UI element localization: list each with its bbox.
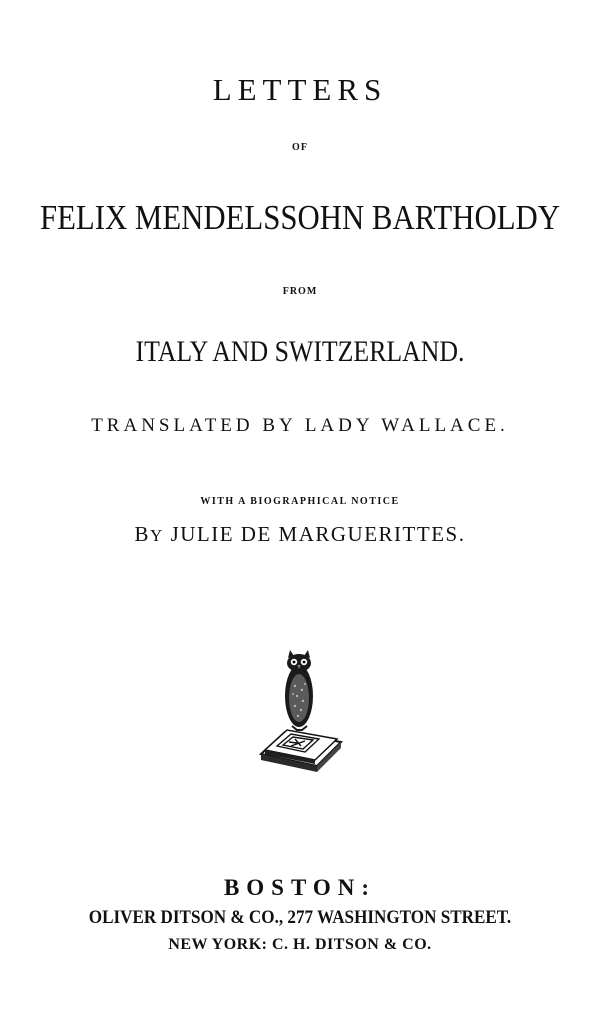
biographical-notice-label: WITH A BIOGRAPHICAL NOTICE — [200, 496, 400, 507]
by-prefix-rest: Y — [150, 526, 164, 545]
book-subtitle: ITALY AND SWITZERLAND. — [135, 335, 465, 368]
imprint-publisher: OLIVER DITSON & CO., 277 WASHINGTON STREET. — [88, 907, 512, 928]
owl-on-books-icon — [255, 646, 345, 774]
by-prefix-capital: B — [134, 522, 151, 546]
of-label: OF — [292, 142, 308, 153]
book-title: LETTERS — [212, 72, 388, 107]
author-name: FELIX MENDELSSOHN BARTHOLDY — [39, 198, 561, 237]
notice-author-name: JULIE DE MARGUERITTES. — [170, 522, 466, 546]
notice-author-line — [0, 524, 600, 545]
imprint-new-york: NEW YORK: C. H. DITSON & CO. — [168, 936, 432, 953]
from-label: FROM — [282, 286, 318, 297]
imprint-city: BOSTON: — [223, 875, 377, 900]
translator-line: TRANSLATED BY LADY WALLACE. — [91, 415, 509, 436]
